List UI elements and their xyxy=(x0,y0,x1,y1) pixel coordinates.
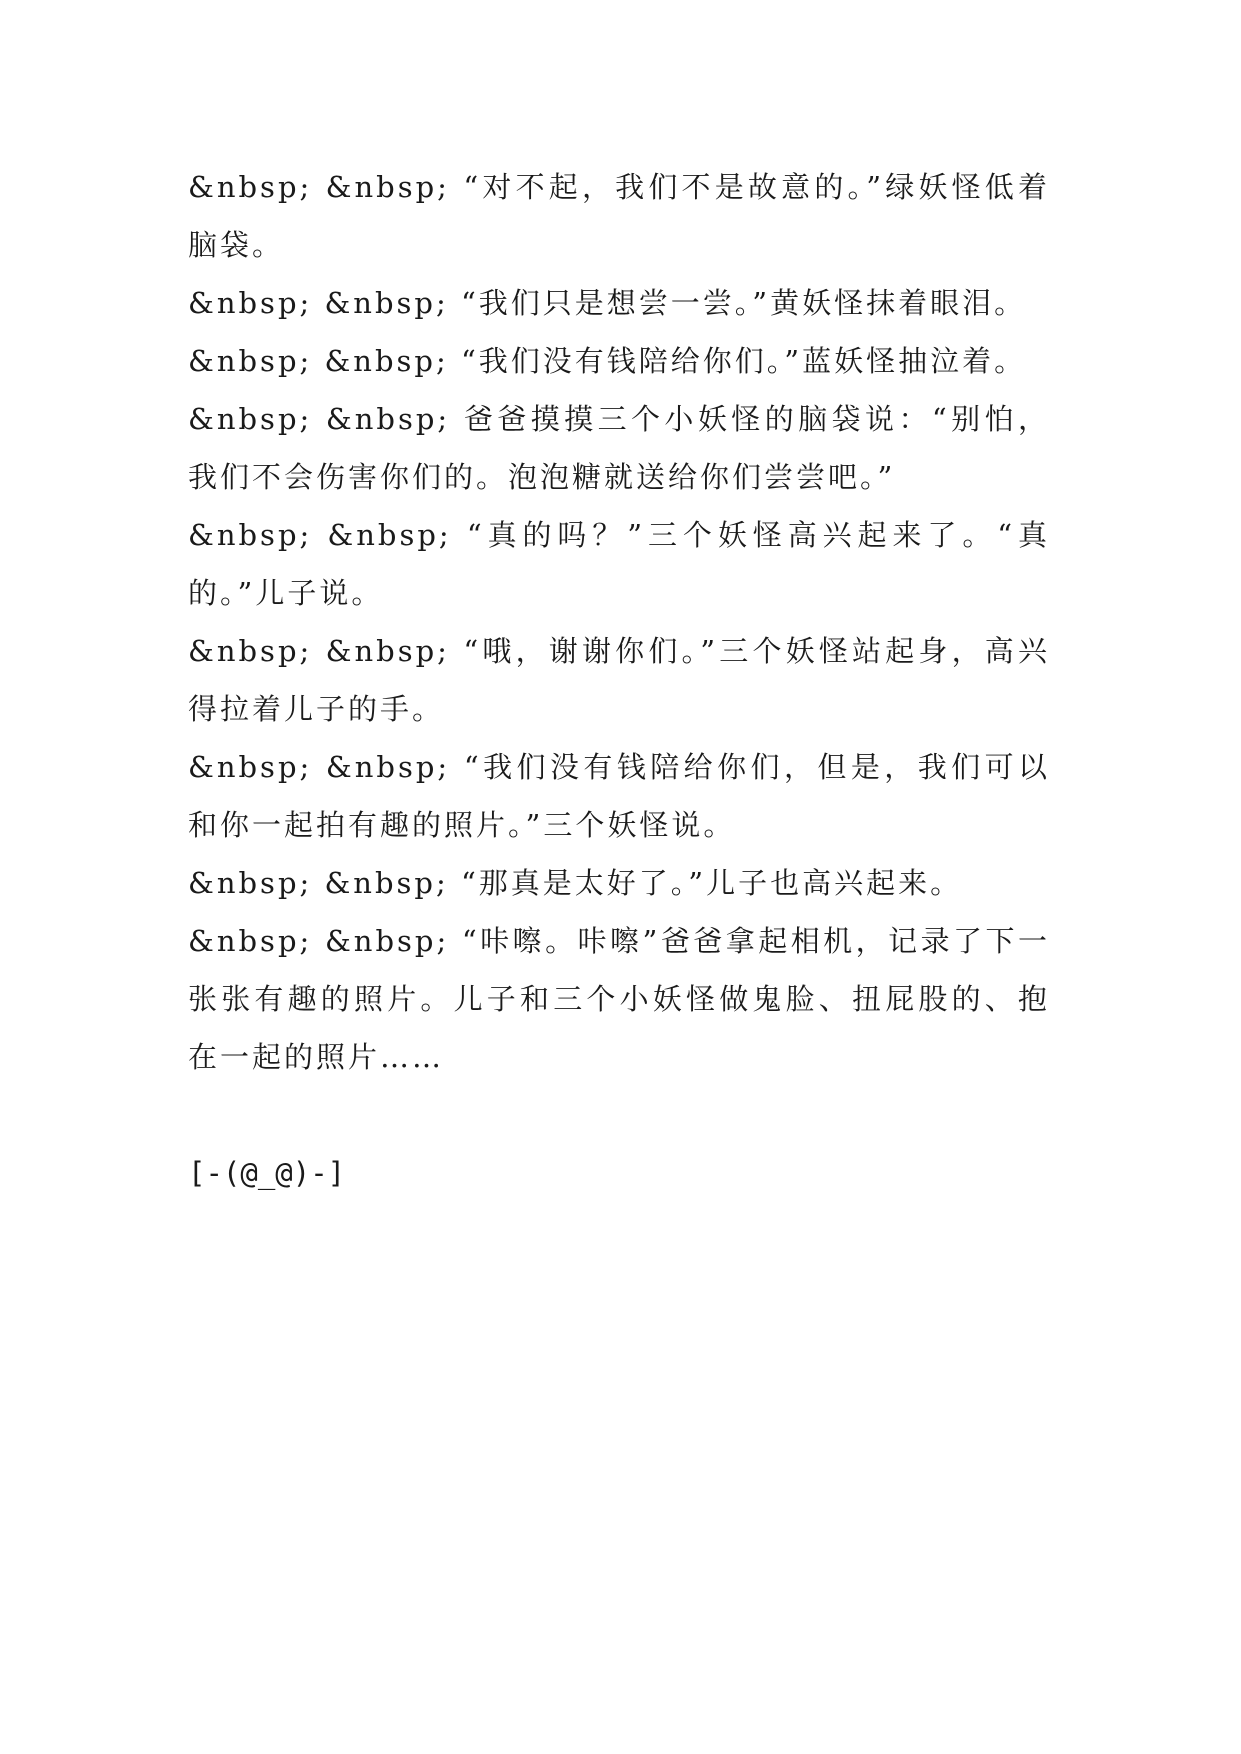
paragraph: &nbsp; &nbsp; “我们只是想尝一尝。”黄妖怪抹着眼泪。 xyxy=(188,286,1027,320)
paragraph: &nbsp; &nbsp; “我们没有钱陪给你们。”蓝妖怪抽泣着。 xyxy=(188,344,1027,378)
emoticon-footer: [-(@_@)-] xyxy=(188,1156,346,1190)
paragraph: &nbsp; &nbsp; “哦，谢谢你们。”三个妖怪站起身，高兴得拉着儿子的手。 xyxy=(188,634,1050,726)
paragraph: &nbsp; &nbsp; “那真是太好了。”儿子也高兴起来。 xyxy=(188,866,963,900)
paragraph: &nbsp; &nbsp; “真的吗？”三个妖怪高兴起来了。“真的。”儿子说。 xyxy=(188,518,1050,610)
paragraph: &nbsp; &nbsp; 爸爸摸摸三个小妖怪的脑袋说：“别怕，我们不会伤害你们的。泡泡糖就送给你们尝尝吧。” xyxy=(188,402,1050,494)
paragraph: &nbsp; &nbsp; “咔嚓。咔嚓”爸爸拿起相机，记录了下一张张有趣的照片。儿子和三个小妖怪做鬼脸、扭屁股的、抱在一起的照片…… xyxy=(188,924,1050,1074)
paragraph: &nbsp; &nbsp; “我们没有钱陪给你们，但是，我们可以和你一起拍有趣的照片。”三个妖怪说。 xyxy=(188,750,1050,842)
document-body xyxy=(188,158,1050,1202)
paragraph: &nbsp; &nbsp; “对不起，我们不是故意的。”绿妖怪低着脑袋。 xyxy=(188,170,1050,262)
